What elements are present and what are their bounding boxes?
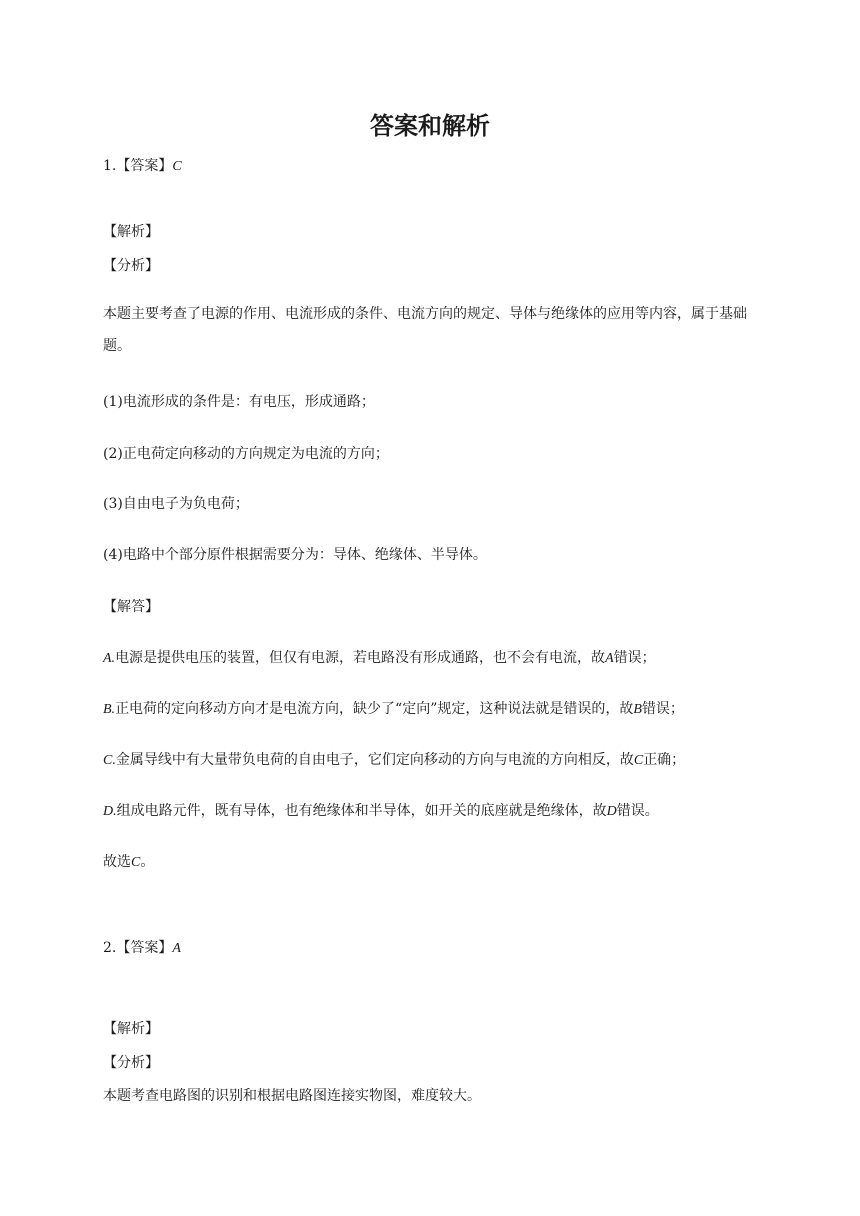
q1-answer-value: C xyxy=(172,159,182,174)
option-text: 金属导线中有大量带负电荷的自由电子，它们定向移动的方向与电流的方向相反，故 xyxy=(115,752,634,768)
q1-option-d xyxy=(103,801,763,822)
q2-answer-prefix: 2.【答案】 xyxy=(103,940,173,956)
option-ref: C xyxy=(633,753,644,768)
option-text: 电源是提供电压的装置，但仅有电源，若电路没有形成通路，也不会有电流，故 xyxy=(115,650,606,666)
q1-answer-line xyxy=(103,156,763,177)
q2-fenxi-heading: 【分析】 xyxy=(103,1055,159,1071)
option-letter: B. xyxy=(103,702,116,717)
q1-option-b xyxy=(103,699,763,720)
conclusion-end: 。 xyxy=(140,854,155,870)
q1-fenxi-heading: 【分析】 xyxy=(103,258,159,274)
conclusion-text: 故选 xyxy=(103,854,131,870)
option-letter: C. xyxy=(103,753,116,768)
q1-conclusion xyxy=(103,852,763,873)
q1-jieda-heading: 【解答】 xyxy=(103,599,159,615)
q2-jiexi-heading: 【解析】 xyxy=(103,1021,159,1037)
q1-point-1: (1)电流形成的条件是：有电压，形成通路； xyxy=(103,394,375,410)
option-ref: A xyxy=(605,651,614,666)
q1-option-a xyxy=(103,648,763,669)
q2-answer-value: A xyxy=(172,941,181,956)
q1-answer-prefix: 1.【答案】 xyxy=(103,158,173,174)
q2-answer-line xyxy=(103,938,763,959)
option-verdict: 错误； xyxy=(641,701,684,717)
option-letter: A. xyxy=(103,651,116,666)
q1-point-4: (4)电路中个部分原件根据需要分为：导体、绝缘体、半导体。 xyxy=(103,547,487,563)
option-verdict: 正确； xyxy=(643,752,686,768)
option-verdict: 错误。 xyxy=(616,803,659,819)
option-letter: D. xyxy=(103,804,117,819)
conclusion-ref: C xyxy=(131,855,141,870)
q1-point-2: (2)正电荷定向移动的方向规定为电流的方向； xyxy=(103,446,389,462)
option-ref: D xyxy=(606,804,617,819)
q2-analysis-paragraph: 本题考查电路图的识别和根据电路图连接实物图，难度较大。 xyxy=(103,1088,481,1104)
option-verdict: 错误； xyxy=(613,650,656,666)
option-ref: B xyxy=(633,702,642,717)
q1-analysis-paragraph: 本题主要考查了电源的作用、电流形成的条件、电流方向的规定、导体与绝缘体的应用等内容，属于基础题。 xyxy=(103,306,747,354)
q1-point-3: (3)自由电子为负电荷； xyxy=(103,496,249,512)
page-title: 答案和解析 xyxy=(370,112,490,140)
option-text: 正电荷的定向移动方向才是电流方向，缺少了“定向”规定，这种说法就是错误的，故 xyxy=(115,701,634,717)
q1-option-c xyxy=(103,750,763,771)
option-text: 组成电路元件，既有导体，也有绝缘体和半导体，如开关的底座就是绝缘体，故 xyxy=(116,803,607,819)
q1-jiexi-heading: 【解析】 xyxy=(103,224,159,240)
